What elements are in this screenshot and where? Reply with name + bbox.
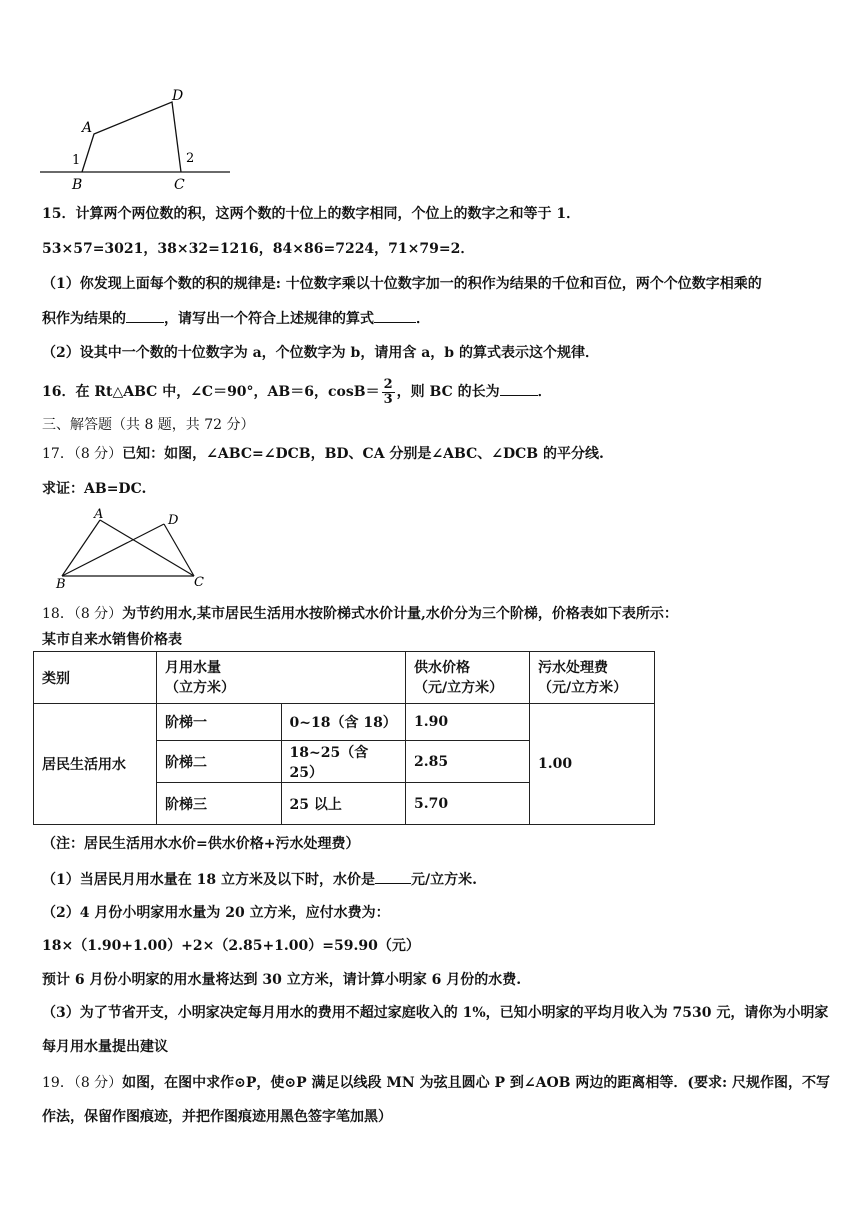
- q19-text: 如图，在图中求作⊙P，使⊙P 满足以线段 MN 为弦且圆心 P 到∠AOB 两边的距离相等．(要求: 尺规作图，不写作法，保留作图痕迹，并把作图痕迹用黑色签字笔加黑）: [42, 1075, 831, 1125]
- q18-statement: [42, 604, 678, 624]
- fraction: [382, 378, 395, 407]
- header-sewage: [530, 652, 655, 704]
- q15-examples: 53×57=3021，38×32=1216，84×86=7224，71×79=2．: [42, 241, 475, 257]
- label-A: A: [94, 508, 104, 522]
- q18-part1: [42, 869, 477, 890]
- header-supply-a: 供水价格: [414, 659, 470, 676]
- label-angle1: 1: [72, 153, 81, 168]
- tier-cell: 阶梯一: [157, 704, 282, 741]
- q15-part1-line1: （1）你发现上面每个数的积的规律是: 十位数字乘以十位数字加一的积作为结果的千位和百位，两个个位数字相乘的: [42, 276, 762, 292]
- q18-part2: （2）4 月份小明家用水量为 20 立方米，应付水费为：: [42, 905, 390, 921]
- q15-part2: （2）设其中一个数的十位数字为 a，个位数字为 b，请用含 a，b 的算式表示这个规律．: [42, 345, 599, 361]
- range-cell: 18~25（含 25）: [281, 741, 406, 783]
- range-cell: 25 以上: [281, 783, 406, 825]
- price-cell: 1.90: [406, 704, 530, 741]
- header-usage: [157, 652, 406, 704]
- answer-blank[interactable]: [500, 381, 538, 396]
- tier-cell: 阶梯二: [157, 741, 282, 783]
- table-header-row: [34, 652, 655, 704]
- q19-number: 19．（8 分）: [42, 1075, 123, 1091]
- label-C: C: [174, 177, 185, 193]
- q18-prediction: 预计 6 月份小明家的用水量将达到 30 立方米，请计算小明家 6 月份的水费.: [42, 972, 522, 988]
- label-B: B: [56, 577, 66, 590]
- q16-text-c: ．: [537, 384, 552, 400]
- q18-calculation: 18×（1.90+1.00）+2×（2.85+1.00）=59.90（元）: [42, 938, 420, 954]
- q19-statement: [42, 1066, 832, 1134]
- range-cell: 0~18（含 18）: [281, 704, 406, 741]
- table-row: [34, 704, 655, 741]
- price-cell: 5.70: [406, 783, 530, 825]
- price-cell: 2.85: [406, 741, 530, 783]
- q15-part1-line2: [42, 308, 430, 329]
- price-table: [33, 651, 655, 825]
- q15-part1-text-a: 积作为结果的: [42, 311, 126, 327]
- q16-text-b: ，则 BC 的长为: [396, 384, 500, 400]
- label-A: A: [82, 120, 93, 136]
- category-cell: 居民生活用水: [34, 704, 157, 825]
- tier-cell: 阶梯三: [157, 783, 282, 825]
- label-D: D: [168, 513, 179, 528]
- q15-part1-text-b: ，请写出一个符合上述规律的算式: [164, 311, 374, 327]
- header-usage-a: 月用水量: [165, 659, 221, 676]
- label-C: C: [194, 575, 204, 590]
- table-note: （注：居民生活用水水价=供水价格+污水处理费）: [42, 836, 360, 852]
- fraction-numerator: 2: [383, 376, 393, 392]
- q18-number: 18．（8 分）: [42, 606, 123, 622]
- q15-part1-text-c: ．: [416, 311, 430, 327]
- q18-part3: （3）为了节省开支，小明家决定每月用水的费用不超过家庭收入的 1%，已知小明家的平均月收入为 7530 元，请你为小明家每月用水量提出建议: [42, 1005, 829, 1055]
- figure-quadrilateral: [36, 84, 236, 194]
- q17-statement: [42, 444, 604, 464]
- q15-statement: 15．计算两个两位数的积，这两个数的十位上的数字相同，个位上的数字之和等于 1．: [42, 206, 581, 222]
- header-supply: [406, 652, 530, 704]
- answer-blank[interactable]: [375, 869, 411, 884]
- header-type: 类别: [34, 652, 157, 704]
- header-usage-b: （立方米）: [165, 679, 235, 696]
- label-D: D: [172, 88, 184, 104]
- answer-blank[interactable]: [374, 308, 416, 323]
- sewage-cell: 1.00: [530, 704, 655, 825]
- header-sewage-b: （元/立方米）: [538, 679, 628, 696]
- header-supply-b: （元/立方米）: [414, 679, 504, 696]
- q16-text-a: 16．在 Rt△ABC 中，∠C＝90°，AB＝6，cosB＝: [42, 384, 380, 400]
- table-title: 某市自来水销售价格表: [42, 632, 182, 648]
- q18-part1-text-a: （1）当居民月用水量在 18 立方米及以下时，水价是: [42, 872, 375, 888]
- section-header: 三、解答题（共 8 题，共 72 分）: [42, 417, 255, 433]
- fraction-denominator: 3: [383, 391, 393, 407]
- q16-statement: [42, 376, 552, 408]
- q17-proof: 求证：AB=DC.: [42, 481, 147, 497]
- q18-part1-text-b: 元/立方米.: [410, 872, 477, 888]
- q17-number: 17．（8 分）: [42, 446, 123, 462]
- q17-text: 已知：如图，∠ABC=∠DCB，BD、CA 分别是∠ABC、∠DCB 的平分线.: [122, 446, 604, 462]
- figure-crossed-triangles: [44, 508, 208, 590]
- q18-text: 为节约用水,某市居民生活用水按阶梯式水价计量,水价分为三个阶梯，价格表如下表所示：: [122, 606, 678, 622]
- header-sewage-a: 污水处理费: [538, 659, 608, 676]
- answer-blank[interactable]: [126, 308, 164, 323]
- label-angle2: 2: [186, 151, 195, 166]
- label-B: B: [72, 177, 83, 193]
